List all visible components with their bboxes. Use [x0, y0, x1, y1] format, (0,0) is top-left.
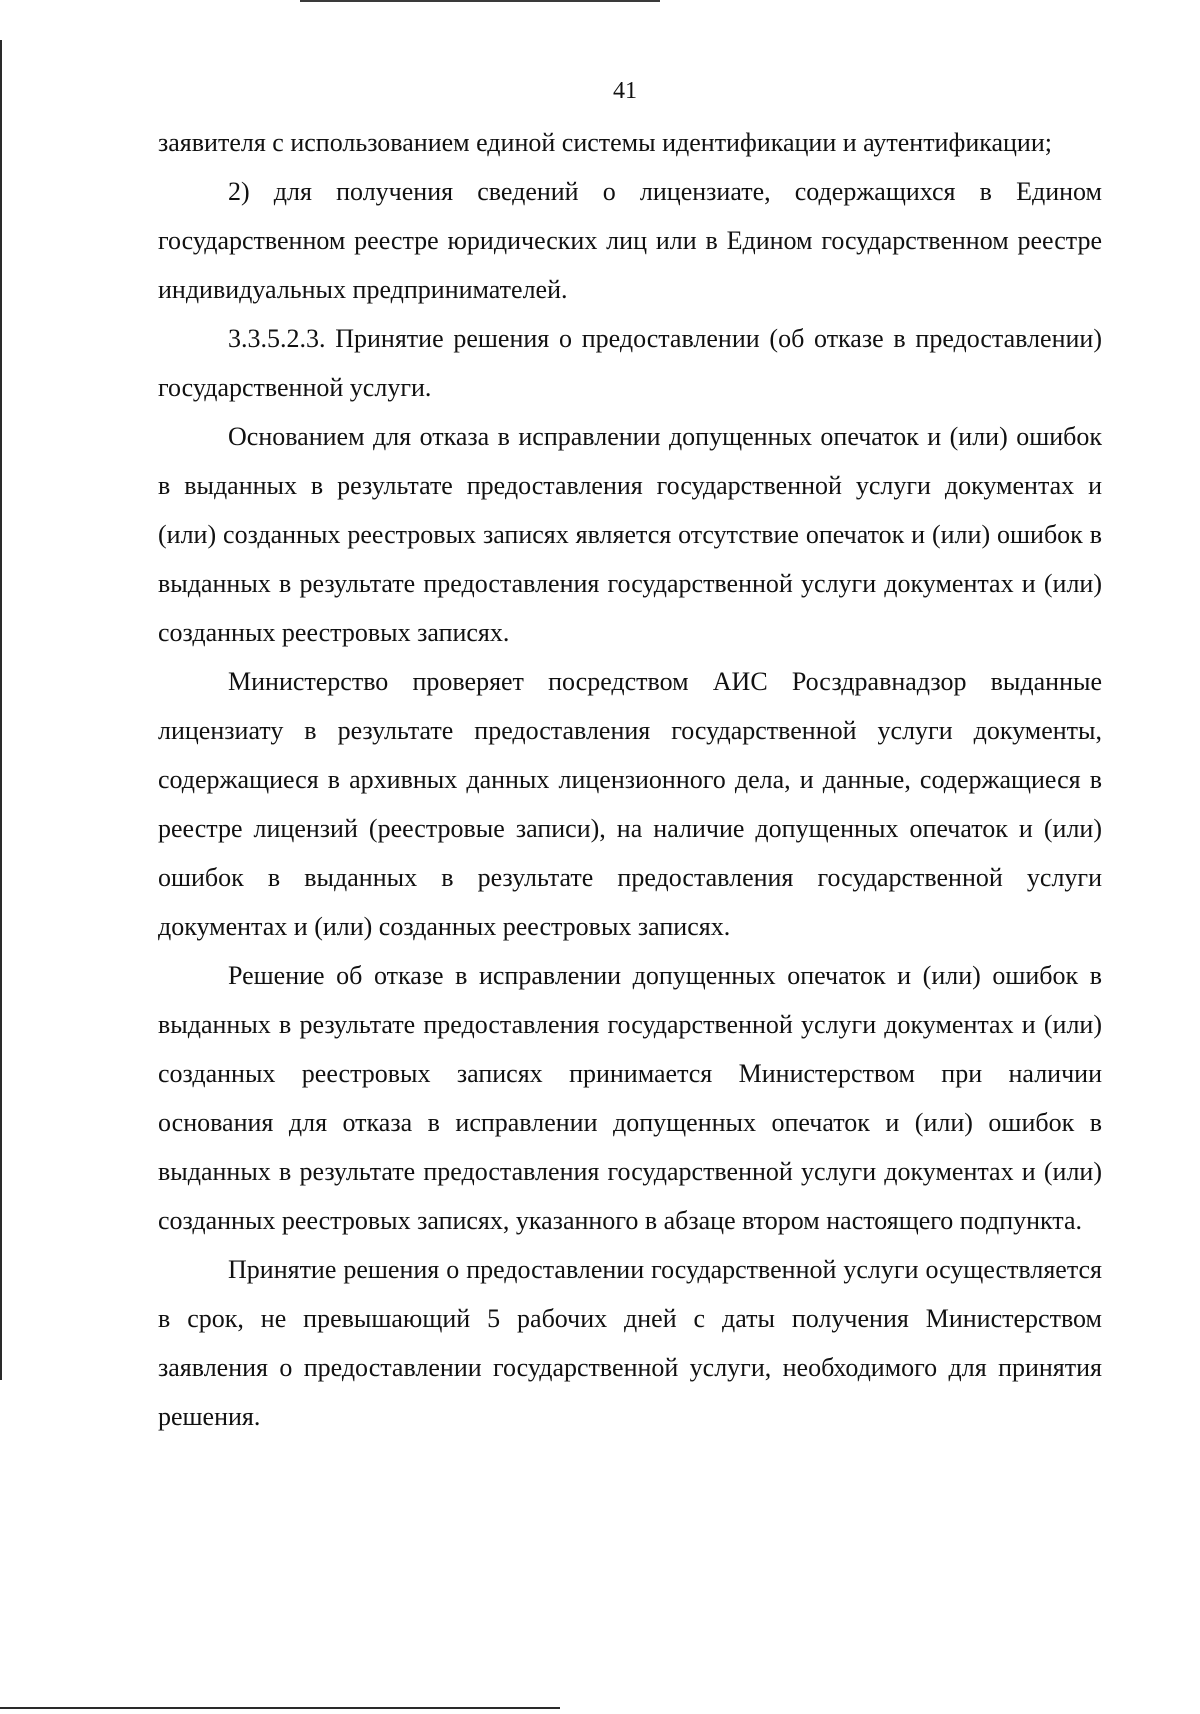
- scan-edge-bottom: [0, 1707, 560, 1709]
- paragraph-section-heading: 3.3.5.2.3. Принятие решения о предоставлении (об отказе в предоставлении) государственной услуги.: [158, 324, 1102, 402]
- paragraph-list-item-2: 2) для получения сведений о лицензиате, содержащихся в Едином государственном реестре юридических лиц или в Едином государственном реестре индивидуальных предпринимателей.: [158, 177, 1102, 304]
- paragraph-continuation: заявителя с использованием единой системы идентификации и аутентификации;: [158, 128, 1052, 157]
- paragraph-ministry-check: Министерство проверяет посредством АИС Росздравнадзор выданные лицензиату в результате предоставления государственной услуги документы, содержащиеся в архивных данных лицензионного дела, и данные, содержащиеся в реестре лицензий (реестровые записи), на наличие допущенных опечаток и (или) ошибок в выданных в результате предоставления государственной услуги документах и (или) созданных реестровых записях.: [158, 667, 1102, 941]
- body-text: [158, 118, 1102, 1441]
- scan-edge-top: [300, 0, 660, 2]
- paragraph-decision-deadline: Принятие решения о предоставлении государственной услуги осуществляется в срок, не превышающий 5 рабочих дней с даты получения Министерством заявления о предоставлении государственной услуги, необходимого для принятия решения.: [158, 1255, 1102, 1431]
- scan-edge-left: [0, 40, 2, 1380]
- page-number: 41: [613, 78, 637, 104]
- paragraph-refusal-decision: Решение об отказе в исправлении допущенных опечаток и (или) ошибок в выданных в результате предоставления государственной услуги документах и (или) созданных реестровых записях принимается Министерством при наличии основания для отказа в исправлении допущенных опечаток и (или) ошибок в выданных в результате предоставления государственной услуги документах и (или) созданных реестровых записях, указанного в абзаце втором настоящего подпункта.: [158, 961, 1102, 1235]
- paragraph-refusal-basis: Основанием для отказа в исправлении допущенных опечаток и (или) ошибок в выданных в результате предоставления государственной услуги документах и (или) созданных реестровых записях является отсутствие опечаток и (или) ошибок в выданных в результате предоставления государственной услуги документах и (или) созданных реестровых записях.: [158, 422, 1102, 647]
